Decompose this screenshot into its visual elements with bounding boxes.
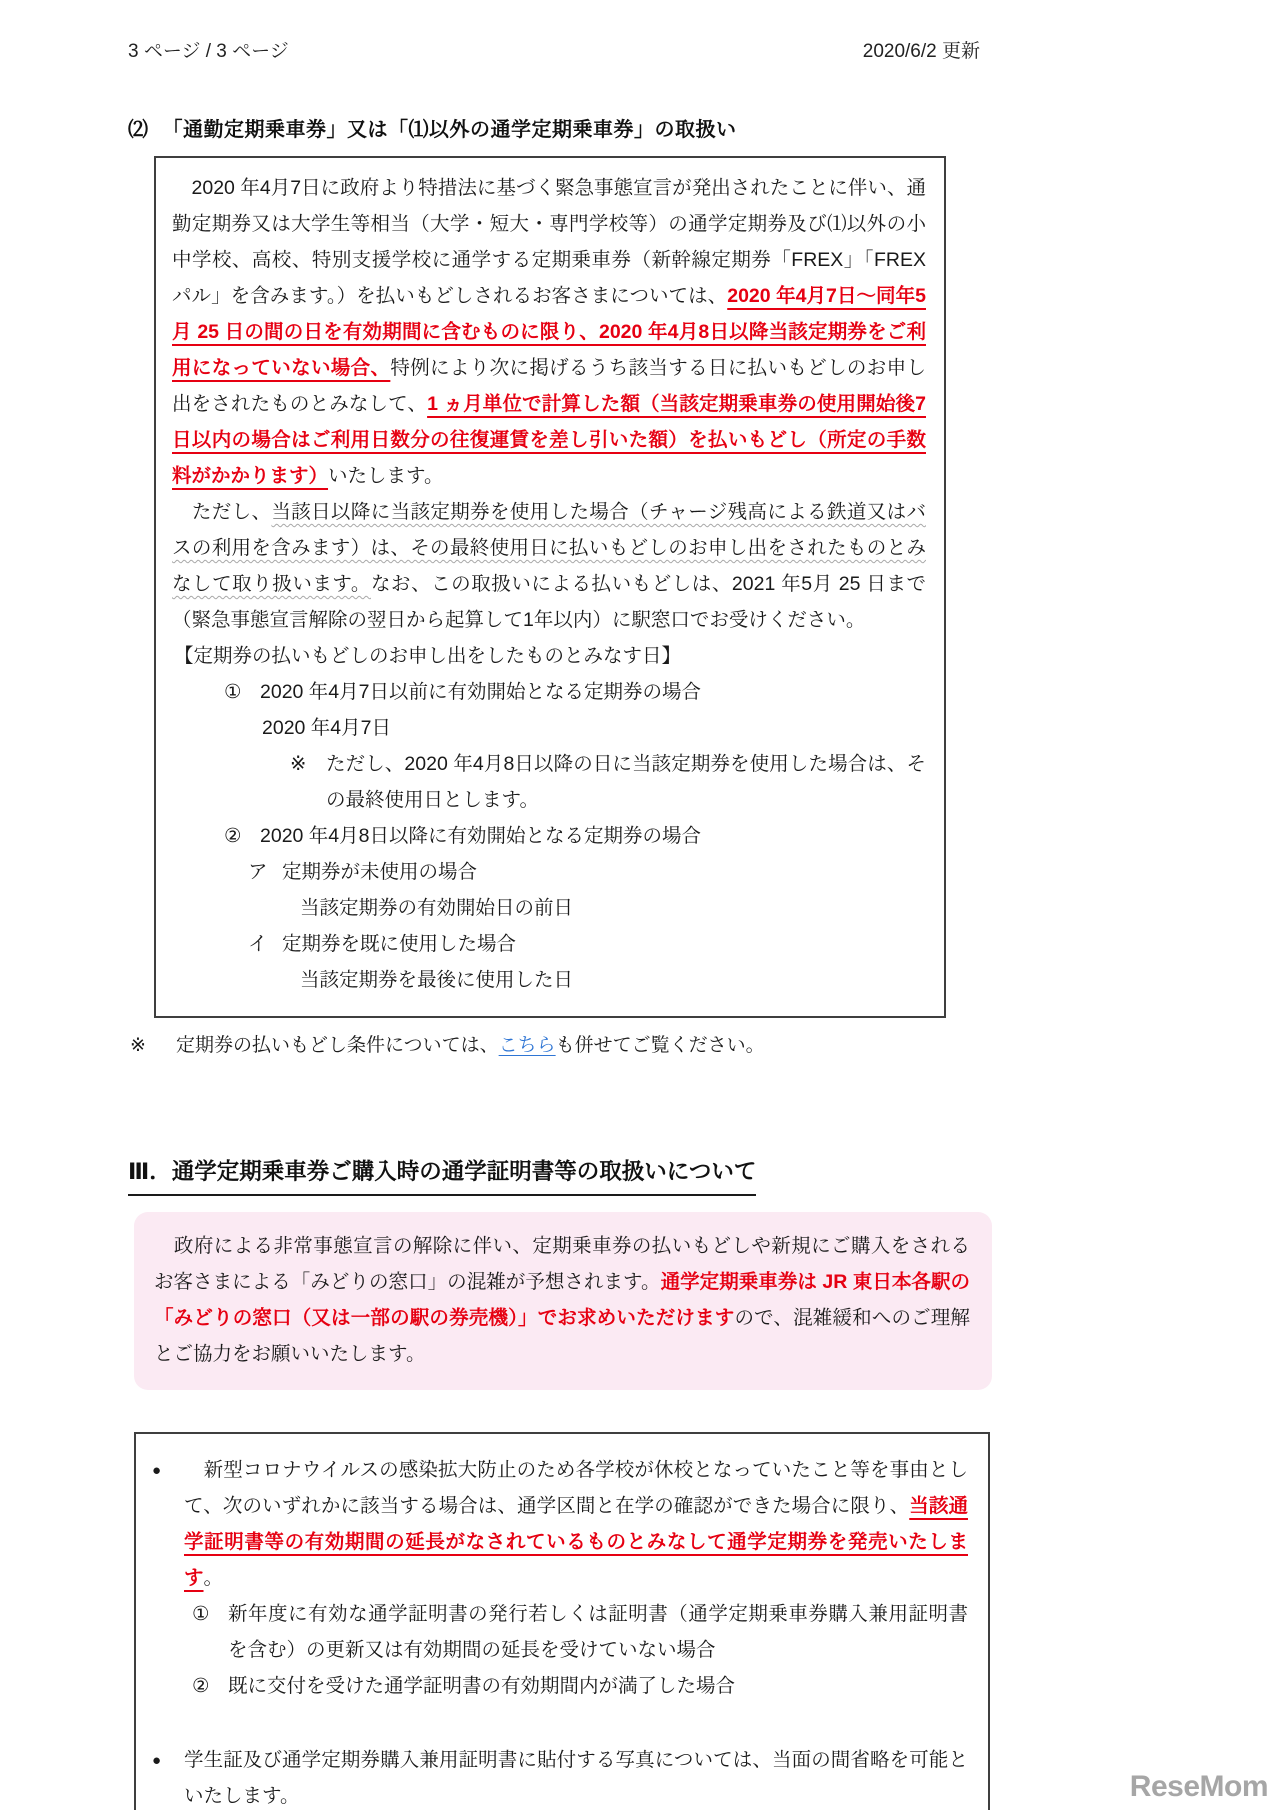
footnote-text bbox=[176, 1030, 765, 1062]
numbered-item-text: 既に交付を受けた通学証明書の有効期間内が満了した場合 bbox=[228, 1675, 736, 1697]
text-segment: 2020 年4月7日に政府より特措法に基づく緊急事態宣言が発出されたことに伴い、通勤定期券又は大学生等相当（大学・短大・専門学校等）の通学定期券及び⑴以外の小中学校、高校、特別支援学校に通学する定期乗車券（新幹線定期券「FREX」「FREX パル」を含みます。）を払いもどしされるお客さまについては、 bbox=[172, 177, 926, 307]
text-segment: 特例により次に掲げるうち該当する日に払いもどしのお申し出をされたものとみなして、 bbox=[172, 357, 926, 415]
midori-window-notice bbox=[134, 1212, 992, 1390]
list-item-number: ① bbox=[224, 681, 242, 703]
text-segment: 定期券の払いもどし条件については、 bbox=[176, 1035, 499, 1056]
section3-heading bbox=[128, 1154, 980, 1196]
list-item-value-text: 2020 年4月7日 bbox=[262, 717, 391, 739]
notice-bullet-1-text bbox=[184, 1452, 968, 1596]
section2-number: ⑵ bbox=[128, 119, 149, 141]
sub-list-value bbox=[172, 962, 926, 998]
sub-list-item bbox=[172, 854, 926, 890]
sub-list-value-text: 当該定期券を最後に使用した日 bbox=[300, 969, 574, 991]
sub-list-text: 定期券を既に使用した場合 bbox=[282, 933, 517, 955]
text-segment: 当該通学証明書等の有効期間の延長がなされているものとみなして通学定期券を発売いたします bbox=[184, 1495, 968, 1589]
numbered-item-number: ① bbox=[192, 1603, 210, 1625]
note-text: ただし、2020 年4月8日以降の日に当該定期券を使用した場合は、その最終使用日とします。 bbox=[326, 753, 926, 811]
deemed-date-list-title: 【定期券の払いもどしのお申し出をしたものとみなす日】 bbox=[174, 645, 682, 667]
text-segment: ただし、 bbox=[172, 501, 272, 523]
section2-heading bbox=[128, 113, 980, 142]
certificate-notice-box bbox=[134, 1432, 990, 1810]
sub-list-value-text: 当該定期券の有効開始日の前日 bbox=[300, 897, 574, 919]
list-item-text: 2020 年4月8日以降に有効開始となる定期券の場合 bbox=[260, 825, 701, 847]
page-indicator: 3 ページ / 3 ページ bbox=[128, 41, 289, 62]
notice-numbered-item bbox=[152, 1596, 968, 1668]
text-segment: いたします。 bbox=[328, 465, 444, 487]
text-segment: 政府による非常事態宣言の解除に伴い、定期乗車券の払いもどしや新規にご購入をされるお客さまによる「みどりの窓口」の混雑が予想されます。 bbox=[154, 1235, 970, 1293]
sub-list-label: ア bbox=[248, 861, 268, 883]
refund-proviso-paragraph bbox=[172, 494, 926, 638]
note-marker: ※ bbox=[290, 753, 307, 775]
list-item-text: 2020 年4月7日以前に有効開始となる定期券の場合 bbox=[260, 681, 701, 703]
list-item-note bbox=[172, 746, 926, 818]
list-item-value bbox=[172, 710, 926, 746]
section2-title: 「通勤定期乗車券」又は「⑴以外の通学定期乗車券」の取扱い bbox=[162, 119, 737, 141]
bullet-icon: ● bbox=[152, 1462, 162, 1479]
text-segment: ので、混雑緩和へのご理解とご協力をお願いいたします。 bbox=[154, 1307, 970, 1365]
text-segment: 2020 年4月7日～同年5月 25 日の間の日を有効期間に含むものに限り、2020 年4月8日以降当該定期券をご利用になっていない場合、 bbox=[172, 285, 926, 379]
refund-conditions-footnote bbox=[130, 1030, 980, 1062]
refund-intro-paragraph bbox=[172, 170, 926, 494]
refund-rules-box bbox=[154, 156, 946, 1018]
text-segment: なお、この取扱いによる払いもどしは、2021 年5月 25 日まで（緊急事態宣言解除の翌日から起算して1年以内）に駅窓口でお受けください。 bbox=[172, 573, 926, 631]
sub-list-value bbox=[172, 890, 926, 926]
text-segment: 。 bbox=[203, 1567, 224, 1589]
section3-heading-text: Ⅲ．通学定期乗車券ご購入時の通学証明書等の取扱いについて bbox=[128, 1154, 756, 1196]
list-item-number: ② bbox=[224, 825, 242, 847]
notice-bullet-2 bbox=[152, 1742, 968, 1810]
notice-numbered-item bbox=[152, 1668, 968, 1704]
sub-list-label: イ bbox=[248, 933, 268, 955]
list-item bbox=[172, 818, 926, 854]
numbered-item-number: ② bbox=[192, 1675, 210, 1697]
sub-list-item bbox=[172, 926, 926, 962]
text-segment: 1 ヵ月単位で計算した額（当該定期乗車券の使用開始後7日以内の場合はご利用日数分の往復運賃を差し引いた額）を払いもどし（所定の手数料がかかります） bbox=[172, 393, 926, 487]
text-segment: 通学定期乗車券は JR 東日本各駅の「みどりの窓口（又は一部の駅の券売機）」でお求めいただけます bbox=[154, 1271, 970, 1329]
footnote-marker: ※ bbox=[130, 1035, 146, 1056]
text-segment: 当該日以降に当該定期券を使用した場合（チャージ残高による鉄道又はバスの利用を含みます）は、その最終使用日に払いもどしのお申し出をされたものとみなして取り扱います。 bbox=[172, 501, 926, 595]
document-content bbox=[128, 0, 980, 1810]
text-segment: 新型コロナウイルスの感染拡大防止のため各学校が休校となっていたこと等を事由として、次のいずれかに該当する場合は、通学区間と在学の確認ができた場合に限り、 bbox=[184, 1459, 968, 1517]
list-item bbox=[172, 674, 926, 710]
bullet-icon: ● bbox=[152, 1752, 162, 1769]
sub-list-text: 定期券が未使用の場合 bbox=[282, 861, 478, 883]
notice-bullet-1 bbox=[152, 1452, 968, 1596]
document-header bbox=[128, 0, 980, 63]
text-segment: も併せてご覧ください。 bbox=[555, 1035, 765, 1056]
numbered-item-text: 新年度に有効な通学証明書の発行若しくは証明書（通学定期乗車券購入兼用証明書を含む）の更新又は有効期間の延長を受けていない場合 bbox=[228, 1603, 968, 1661]
update-date: 2020/6/2 更新 bbox=[862, 41, 980, 62]
kochira-link[interactable]: こちら bbox=[498, 1035, 556, 1056]
notice-bullet-2-text: 学生証及び通学定期券購入兼用証明書に貼付する写真については、当面の間省略を可能といたします。 bbox=[184, 1749, 968, 1807]
resemom-logo: ReseMom bbox=[1129, 1770, 1268, 1803]
